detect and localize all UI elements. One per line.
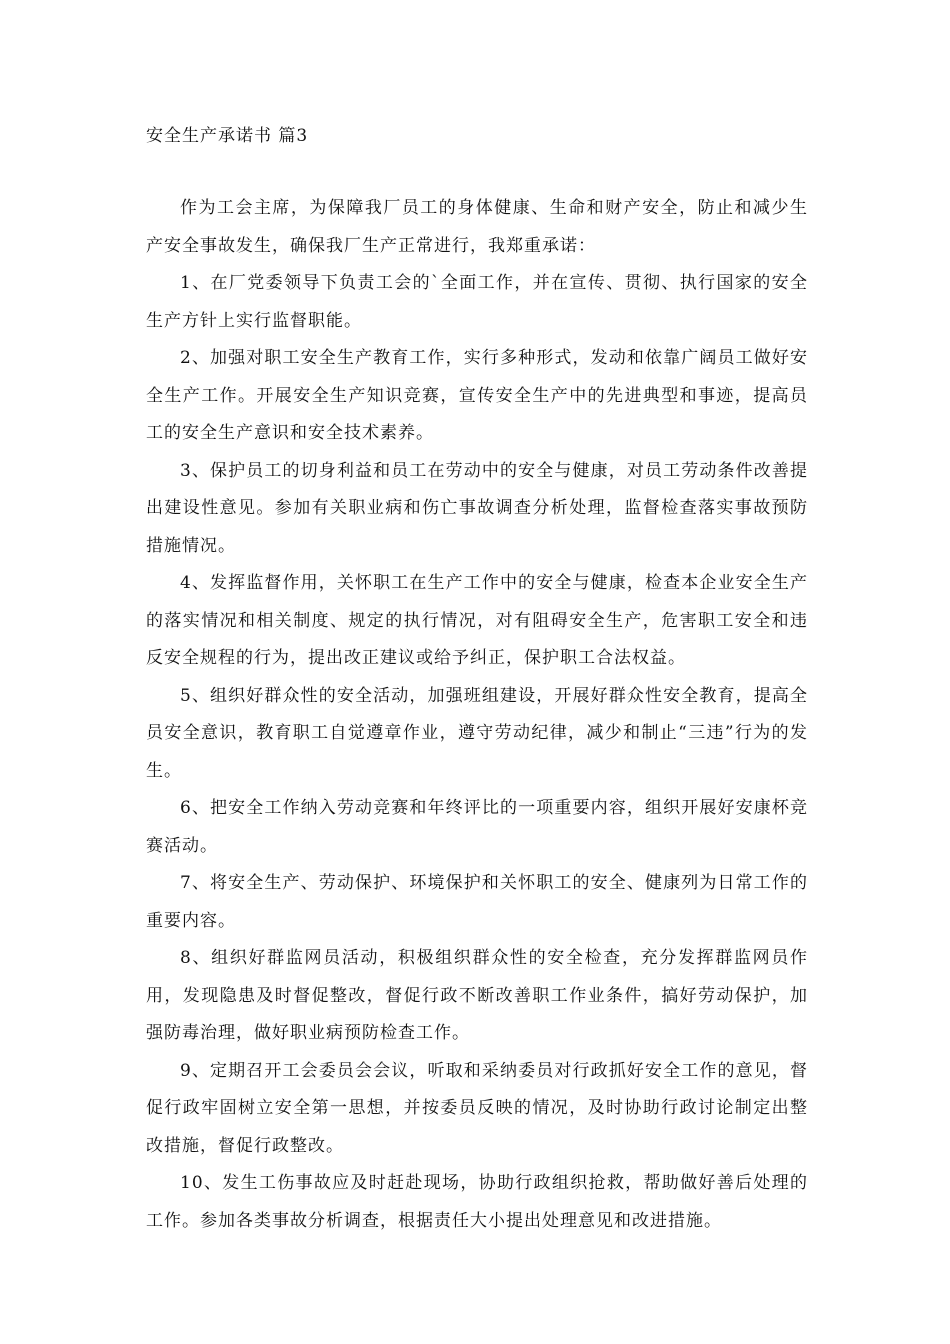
paragraph-item-7: 7、将安全生产、劳动保护、环境保护和关怀职工的安全、健康列为日常工作的重要内容。 bbox=[146, 873, 808, 931]
paragraph-item-5: 5、组织好群众性的安全活动，加强班组建设，开展好群众性安全教育，提高全员安全意识，教育职工自觉遵章作业，遵守劳动纪律，减少和制止“三违”行为的发生。 bbox=[146, 685, 808, 781]
document-body bbox=[146, 190, 808, 1240]
paragraph-item-4: 4、发挥监督作用，关怀职工在生产工作中的安全与健康，检查本企业安全生产的落实情况和相关制度、规定的执行情况，对有阻碍安全生产，危害职工安全和违反安全规程的行为，提出改正建议或给予纠正，保护职工合法权益。 bbox=[146, 573, 808, 668]
paragraph-item-10: 10、发生工伤事故应及时赶赴现场，协助行政组织抢救，帮助做好善后处理的工作。参加各类事故分析调查，根据责任大小提出处理意见和改进措施。 bbox=[146, 1173, 808, 1231]
paragraph-item-2: 2、加强对职工安全生产教育工作，实行多种形式，发动和依靠广阔员工做好安全生产工作。开展安全生产知识竞赛，宣传安全生产中的先进典型和事迹，提高员工的安全生产意识和安全技术素养。 bbox=[146, 348, 808, 443]
paragraph-item-1: 1、在厂党委领导下负责工会的`全面工作，并在宣传、贯彻、执行国家的安全生产方针上实行监督职能。 bbox=[146, 273, 808, 331]
paragraph-intro: 作为工会主席，为保障我厂员工的身体健康、生命和财产安全，防止和减少生产安全事故发生，确保我厂生产正常进行，我郑重承诺： bbox=[146, 198, 808, 256]
document-title: 安全生产承诺书 篇3 bbox=[146, 126, 309, 146]
paragraph-item-8: 8、组织好群监网员活动，积极组织群众性的安全检查，充分发挥群监网员作用，发现隐患及时督促整改，督促行政不断改善职工作业条件，搞好劳动保护，加强防毒治理，做好职业病预防检查工作。 bbox=[146, 948, 808, 1043]
paragraph-item-6: 6、把安全工作纳入劳动竞赛和年终评比的一项重要内容，组织开展好安康杯竞赛活动。 bbox=[146, 798, 808, 856]
paragraph-item-3: 3、保护员工的切身利益和员工在劳动中的安全与健康，对员工劳动条件改善提出建设性意见。参加有关职业病和伤亡事故调查分析处理，监督检查落实事故预防措施情况。 bbox=[146, 460, 808, 556]
paragraph-item-9: 9、定期召开工会委员会会议，听取和采纳委员对行政抓好安全工作的意见，督促行政牢固树立安全第一思想，并按委员反映的情况，及时协助行政讨论制定出整改措施，督促行政整改。 bbox=[146, 1060, 808, 1156]
